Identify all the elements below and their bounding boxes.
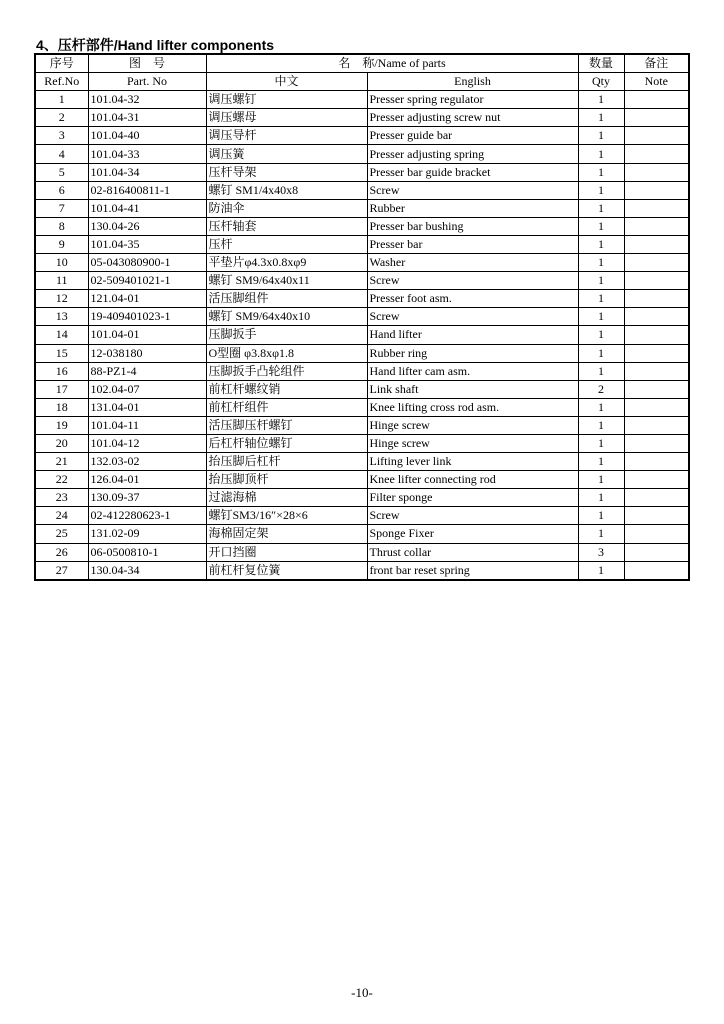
cell-ref-no: 11 bbox=[35, 272, 88, 290]
cell-qty: 1 bbox=[578, 525, 624, 543]
table-row bbox=[35, 543, 689, 561]
cell-note bbox=[624, 145, 689, 163]
cell-part-no: 88-PZ1-4 bbox=[88, 362, 206, 380]
cell-ref-no: 20 bbox=[35, 434, 88, 452]
cell-ref-no: 25 bbox=[35, 525, 88, 543]
cell-qty: 1 bbox=[578, 471, 624, 489]
cell-name-chinese: 前杠杆螺纹销 bbox=[206, 380, 367, 398]
cell-part-no: 05-043080900-1 bbox=[88, 254, 206, 272]
table-row bbox=[35, 199, 689, 217]
cell-name-chinese: 调压螺母 bbox=[206, 109, 367, 127]
table-row bbox=[35, 453, 689, 471]
cell-note bbox=[624, 217, 689, 235]
cell-name-english: Hand lifter bbox=[367, 326, 578, 344]
cell-name-chinese: 抬压脚后杠杆 bbox=[206, 453, 367, 471]
cell-ref-no: 2 bbox=[35, 109, 88, 127]
cell-note bbox=[624, 127, 689, 145]
cell-name-english: Presser guide bar bbox=[367, 127, 578, 145]
cell-name-chinese: 螺钉 SM9/64x40x10 bbox=[206, 308, 367, 326]
cell-note bbox=[624, 561, 689, 580]
cell-ref-no: 15 bbox=[35, 344, 88, 362]
cell-part-no: 101.04-34 bbox=[88, 163, 206, 181]
header-note-en: Note bbox=[624, 73, 689, 91]
cell-name-english: Knee lifter connecting rod bbox=[367, 471, 578, 489]
cell-part-no: 132.03-02 bbox=[88, 453, 206, 471]
cell-name-english: Presser adjusting screw nut bbox=[367, 109, 578, 127]
cell-part-no: 101.04-11 bbox=[88, 416, 206, 434]
cell-qty: 1 bbox=[578, 398, 624, 416]
cell-part-no: 06-0500810-1 bbox=[88, 543, 206, 561]
cell-name-chinese: 压脚扳手 bbox=[206, 326, 367, 344]
cell-qty: 1 bbox=[578, 91, 624, 109]
cell-name-chinese: 调压螺钉 bbox=[206, 91, 367, 109]
cell-ref-no: 27 bbox=[35, 561, 88, 580]
cell-qty: 1 bbox=[578, 181, 624, 199]
cell-part-no: 19-409401023-1 bbox=[88, 308, 206, 326]
cell-name-english: Rubber bbox=[367, 199, 578, 217]
cell-name-english: Washer bbox=[367, 254, 578, 272]
cell-name-english: Presser bar bushing bbox=[367, 217, 578, 235]
cell-ref-no: 9 bbox=[35, 235, 88, 253]
cell-part-no: 101.04-40 bbox=[88, 127, 206, 145]
cell-ref-no: 23 bbox=[35, 489, 88, 507]
table-row bbox=[35, 181, 689, 199]
cell-name-english: Rubber ring bbox=[367, 344, 578, 362]
cell-qty: 1 bbox=[578, 163, 624, 181]
cell-name-chinese: 压脚扳手凸轮组件 bbox=[206, 362, 367, 380]
cell-name-chinese: 抬压脚顶杆 bbox=[206, 471, 367, 489]
cell-qty: 1 bbox=[578, 453, 624, 471]
cell-part-no: 102.04-07 bbox=[88, 380, 206, 398]
cell-ref-no: 17 bbox=[35, 380, 88, 398]
table-row bbox=[35, 109, 689, 127]
cell-qty: 1 bbox=[578, 199, 624, 217]
table-row bbox=[35, 217, 689, 235]
cell-part-no: 130.09-37 bbox=[88, 489, 206, 507]
table-row bbox=[35, 434, 689, 452]
cell-qty: 1 bbox=[578, 489, 624, 507]
cell-qty: 1 bbox=[578, 290, 624, 308]
cell-name-chinese: 活压脚组件 bbox=[206, 290, 367, 308]
cell-name-english: Link shaft bbox=[367, 380, 578, 398]
cell-part-no: 101.04-01 bbox=[88, 326, 206, 344]
cell-qty: 1 bbox=[578, 272, 624, 290]
cell-qty: 1 bbox=[578, 507, 624, 525]
cell-note bbox=[624, 489, 689, 507]
table-row bbox=[35, 525, 689, 543]
cell-ref-no: 21 bbox=[35, 453, 88, 471]
table-row bbox=[35, 362, 689, 380]
cell-name-english: Hand lifter cam asm. bbox=[367, 362, 578, 380]
section-title: 4、压杆部件/Hand lifter components bbox=[36, 37, 275, 53]
cell-note bbox=[624, 507, 689, 525]
cell-note bbox=[624, 235, 689, 253]
table-row bbox=[35, 344, 689, 362]
table-row bbox=[35, 91, 689, 109]
cell-qty: 1 bbox=[578, 145, 624, 163]
table-row bbox=[35, 290, 689, 308]
cell-name-english: Filter sponge bbox=[367, 489, 578, 507]
cell-name-chinese: 前杠杆复位簧 bbox=[206, 561, 367, 580]
cell-part-no: 02-412280623-1 bbox=[88, 507, 206, 525]
header-name-group: 名 称/Name of parts bbox=[206, 54, 578, 73]
cell-ref-no: 26 bbox=[35, 543, 88, 561]
cell-part-no: 12-038180 bbox=[88, 344, 206, 362]
cell-name-english: Presser bar bbox=[367, 235, 578, 253]
cell-qty: 1 bbox=[578, 344, 624, 362]
cell-ref-no: 1 bbox=[35, 91, 88, 109]
cell-part-no: 02-509401021-1 bbox=[88, 272, 206, 290]
cell-part-no: 101.04-31 bbox=[88, 109, 206, 127]
table-row bbox=[35, 471, 689, 489]
table-row bbox=[35, 145, 689, 163]
table-row bbox=[35, 398, 689, 416]
cell-name-chinese: 螺钉 SM1/4x40x8 bbox=[206, 181, 367, 199]
cell-name-english: Presser foot asm. bbox=[367, 290, 578, 308]
cell-name-english: Screw bbox=[367, 507, 578, 525]
header-name-en: English bbox=[367, 73, 578, 91]
cell-note bbox=[624, 525, 689, 543]
cell-name-chinese: 调压簧 bbox=[206, 145, 367, 163]
cell-note bbox=[624, 326, 689, 344]
header-qty-cn: 数量 bbox=[578, 54, 624, 73]
table-row bbox=[35, 235, 689, 253]
cell-note bbox=[624, 362, 689, 380]
cell-qty: 1 bbox=[578, 308, 624, 326]
cell-note bbox=[624, 344, 689, 362]
cell-note bbox=[624, 109, 689, 127]
cell-qty: 3 bbox=[578, 543, 624, 561]
cell-ref-no: 19 bbox=[35, 416, 88, 434]
cell-qty: 1 bbox=[578, 217, 624, 235]
cell-name-chinese: 过滤海棉 bbox=[206, 489, 367, 507]
cell-note bbox=[624, 181, 689, 199]
cell-part-no: 101.04-32 bbox=[88, 91, 206, 109]
parts-table bbox=[34, 53, 690, 581]
cell-ref-no: 10 bbox=[35, 254, 88, 272]
cell-part-no: 101.04-41 bbox=[88, 199, 206, 217]
cell-ref-no: 4 bbox=[35, 145, 88, 163]
cell-qty: 1 bbox=[578, 127, 624, 145]
cell-ref-no: 24 bbox=[35, 507, 88, 525]
table-row bbox=[35, 308, 689, 326]
cell-name-chinese: 后杠杆轴位螺钉 bbox=[206, 434, 367, 452]
cell-note bbox=[624, 380, 689, 398]
table-row bbox=[35, 380, 689, 398]
header-part-en: Part. No bbox=[88, 73, 206, 91]
cell-part-no: 101.04-12 bbox=[88, 434, 206, 452]
cell-ref-no: 14 bbox=[35, 326, 88, 344]
cell-name-chinese: 压杆导架 bbox=[206, 163, 367, 181]
header-ref-cn: 序号 bbox=[35, 54, 88, 73]
cell-note bbox=[624, 254, 689, 272]
table-row bbox=[35, 254, 689, 272]
cell-note bbox=[624, 453, 689, 471]
cell-note bbox=[624, 290, 689, 308]
cell-name-english: Presser adjusting spring bbox=[367, 145, 578, 163]
cell-ref-no: 3 bbox=[35, 127, 88, 145]
cell-name-chinese: 前杠杆组件 bbox=[206, 398, 367, 416]
cell-note bbox=[624, 471, 689, 489]
cell-qty: 1 bbox=[578, 109, 624, 127]
cell-ref-no: 13 bbox=[35, 308, 88, 326]
cell-name-chinese: 开口挡圈 bbox=[206, 543, 367, 561]
parts-table-body bbox=[35, 91, 689, 580]
cell-name-chinese: 螺钉SM3/16″×28×6 bbox=[206, 507, 367, 525]
cell-note bbox=[624, 91, 689, 109]
cell-part-no: 101.04-35 bbox=[88, 235, 206, 253]
cell-name-chinese: 调压导杆 bbox=[206, 127, 367, 145]
cell-ref-no: 5 bbox=[35, 163, 88, 181]
header-name-cn: 中文 bbox=[206, 73, 367, 91]
header-part-cn: 图 号 bbox=[88, 54, 206, 73]
cell-qty: 1 bbox=[578, 434, 624, 452]
cell-name-english: Screw bbox=[367, 181, 578, 199]
table-row bbox=[35, 561, 689, 580]
cell-name-english: front bar reset spring bbox=[367, 561, 578, 580]
header-qty-en: Qty bbox=[578, 73, 624, 91]
cell-note bbox=[624, 398, 689, 416]
cell-part-no: 131.02-09 bbox=[88, 525, 206, 543]
cell-part-no: 121.04-01 bbox=[88, 290, 206, 308]
cell-ref-no: 12 bbox=[35, 290, 88, 308]
header-note-cn: 备注 bbox=[624, 54, 689, 73]
cell-part-no: 101.04-33 bbox=[88, 145, 206, 163]
cell-name-english: Screw bbox=[367, 308, 578, 326]
cell-part-no: 02-816400811-1 bbox=[88, 181, 206, 199]
cell-part-no: 131.04-01 bbox=[88, 398, 206, 416]
cell-name-english: Hinge screw bbox=[367, 434, 578, 452]
cell-qty: 1 bbox=[578, 561, 624, 580]
cell-name-english: Knee lifting cross rod asm. bbox=[367, 398, 578, 416]
cell-name-chinese: 活压脚压杆螺钉 bbox=[206, 416, 367, 434]
cell-ref-no: 16 bbox=[35, 362, 88, 380]
cell-part-no: 126.04-01 bbox=[88, 471, 206, 489]
cell-ref-no: 18 bbox=[35, 398, 88, 416]
cell-name-chinese: 压杆轴套 bbox=[206, 217, 367, 235]
table-row bbox=[35, 127, 689, 145]
parts-table-header bbox=[35, 54, 689, 91]
cell-name-english: Thrust collar bbox=[367, 543, 578, 561]
cell-qty: 1 bbox=[578, 416, 624, 434]
cell-ref-no: 22 bbox=[35, 471, 88, 489]
table-row bbox=[35, 272, 689, 290]
cell-name-chinese: 压杆 bbox=[206, 235, 367, 253]
table-row bbox=[35, 489, 689, 507]
cell-note bbox=[624, 163, 689, 181]
cell-part-no: 130.04-34 bbox=[88, 561, 206, 580]
cell-name-english: Sponge Fixer bbox=[367, 525, 578, 543]
cell-name-english: Hinge screw bbox=[367, 416, 578, 434]
cell-note bbox=[624, 272, 689, 290]
cell-ref-no: 6 bbox=[35, 181, 88, 199]
cell-qty: 1 bbox=[578, 235, 624, 253]
cell-part-no: 130.04-26 bbox=[88, 217, 206, 235]
cell-ref-no: 8 bbox=[35, 217, 88, 235]
page-number: -10- bbox=[351, 985, 373, 1000]
cell-note bbox=[624, 543, 689, 561]
table-row bbox=[35, 163, 689, 181]
cell-name-chinese: 防油伞 bbox=[206, 199, 367, 217]
cell-name-chinese: 螺钉 SM9/64x40x11 bbox=[206, 272, 367, 290]
table-row bbox=[35, 416, 689, 434]
cell-name-english: Presser spring regulator bbox=[367, 91, 578, 109]
cell-name-english: Screw bbox=[367, 272, 578, 290]
cell-qty: 2 bbox=[578, 380, 624, 398]
cell-name-chinese: 海棉固定架 bbox=[206, 525, 367, 543]
header-ref-en: Ref.No bbox=[35, 73, 88, 91]
table-row bbox=[35, 507, 689, 525]
cell-note bbox=[624, 199, 689, 217]
cell-name-chinese: O型圈 φ3.8xφ1.8 bbox=[206, 344, 367, 362]
cell-qty: 1 bbox=[578, 254, 624, 272]
cell-ref-no: 7 bbox=[35, 199, 88, 217]
cell-name-english: Lifting lever link bbox=[367, 453, 578, 471]
cell-qty: 1 bbox=[578, 326, 624, 344]
cell-note bbox=[624, 416, 689, 434]
cell-name-english: Presser bar guide bracket bbox=[367, 163, 578, 181]
cell-name-chinese: 平垫片φ4.3x0.8xφ9 bbox=[206, 254, 367, 272]
cell-note bbox=[624, 308, 689, 326]
table-row bbox=[35, 326, 689, 344]
cell-note bbox=[624, 434, 689, 452]
cell-qty: 1 bbox=[578, 362, 624, 380]
